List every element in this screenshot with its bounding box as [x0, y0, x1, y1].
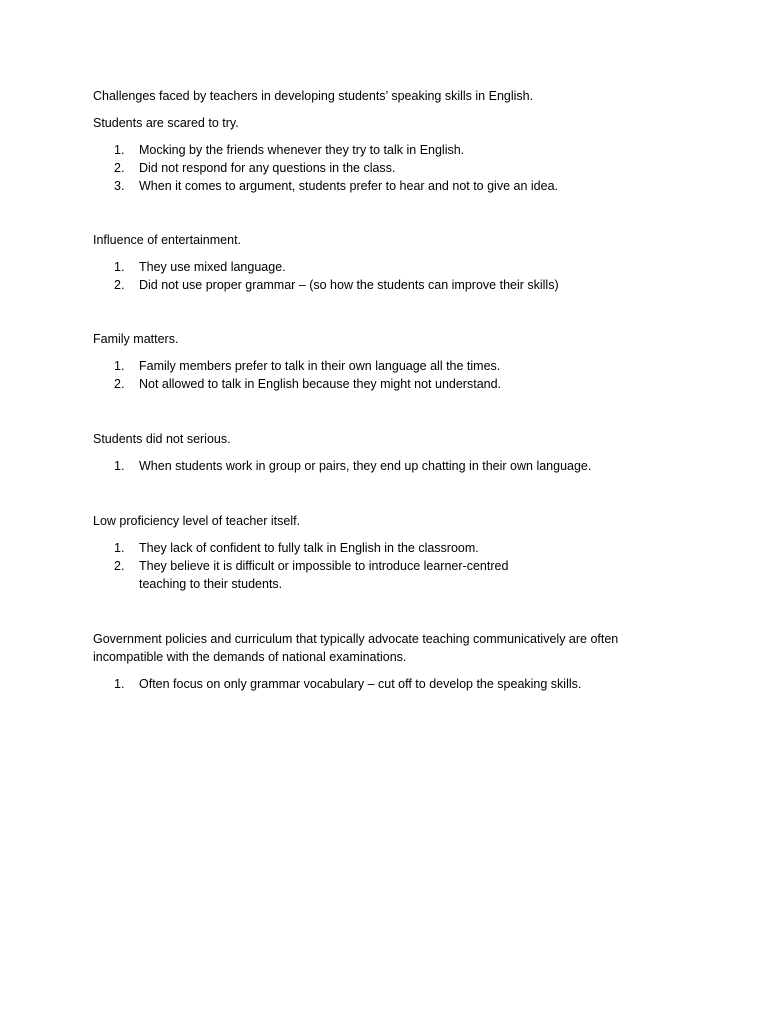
list-item: [93, 375, 659, 393]
list-number: 2.: [114, 377, 125, 391]
numbered-list: [93, 457, 733, 475]
section-heading: Influence of entertainment.: [93, 233, 242, 247]
document-title: Challenges faced by teachers in developing students’ speaking skills in English.: [93, 89, 534, 103]
section-entertainment: [93, 231, 733, 294]
list-number: 1.: [114, 260, 125, 274]
list-item-text: When students work in group or pairs, they end up chatting in their own language.: [139, 459, 592, 473]
list-item: [93, 159, 659, 177]
list-item: [93, 141, 659, 159]
list-item-text: When it comes to argument, students prefer to hear and not to give an idea.: [139, 179, 558, 193]
numbered-list: [93, 357, 733, 393]
section-not-serious: [93, 430, 733, 475]
section-students-scared: [93, 114, 733, 195]
list-number: 1.: [114, 541, 125, 555]
list-item-text: They lack of confident to fully talk in English in the classroom.: [139, 541, 479, 555]
numbered-list: [93, 539, 733, 593]
section-heading: Family matters.: [93, 332, 179, 346]
list-number: 3.: [114, 179, 125, 193]
list-number: 2.: [114, 161, 125, 175]
list-item: [93, 457, 659, 475]
list-item-text: Often focus on only grammar vocabulary – cut off to develop the speaking skills.: [139, 677, 582, 691]
section-heading: Students did not serious.: [93, 432, 231, 446]
section-heading: Low proficiency level of teacher itself.: [93, 514, 301, 528]
list-item-text: Family members prefer to talk in their own language all the times.: [139, 359, 501, 373]
section-government-policies: [93, 630, 733, 693]
list-number: 2.: [114, 278, 125, 292]
list-item-text: Did not respond for any questions in the class.: [139, 161, 396, 175]
list-item: [93, 557, 539, 593]
section-heading: Students are scared to try.: [93, 116, 239, 130]
list-item-text: Not allowed to talk in English because they might not understand.: [139, 377, 502, 391]
list-number: 1.: [114, 459, 125, 473]
list-item: [93, 258, 659, 276]
list-number: 1.: [114, 359, 125, 373]
section-heading: Government policies and curriculum that typically advocate teaching communicatively are often incompatible with the demands of national examinations.: [93, 632, 619, 664]
list-item: [93, 539, 659, 557]
list-item-text: They believe it is difficult or impossible to introduce learner-centred teaching to their students.: [139, 559, 509, 591]
numbered-list: [93, 141, 733, 195]
numbered-list: [93, 258, 733, 294]
list-number: 1.: [114, 677, 125, 691]
list-item: [93, 177, 659, 195]
list-number: 1.: [114, 143, 125, 157]
list-item-text: They use mixed language.: [139, 260, 286, 274]
list-item: [93, 357, 659, 375]
list-number: 2.: [114, 559, 125, 573]
list-item-text: Mocking by the friends whenever they try to talk in English.: [139, 143, 465, 157]
list-item-text: Did not use proper grammar – (so how the students can improve their skills): [139, 278, 559, 292]
list-item: [93, 675, 659, 693]
section-low-proficiency: [93, 512, 733, 593]
numbered-list: [93, 675, 733, 693]
section-family: [93, 330, 733, 393]
list-item: [93, 276, 659, 294]
